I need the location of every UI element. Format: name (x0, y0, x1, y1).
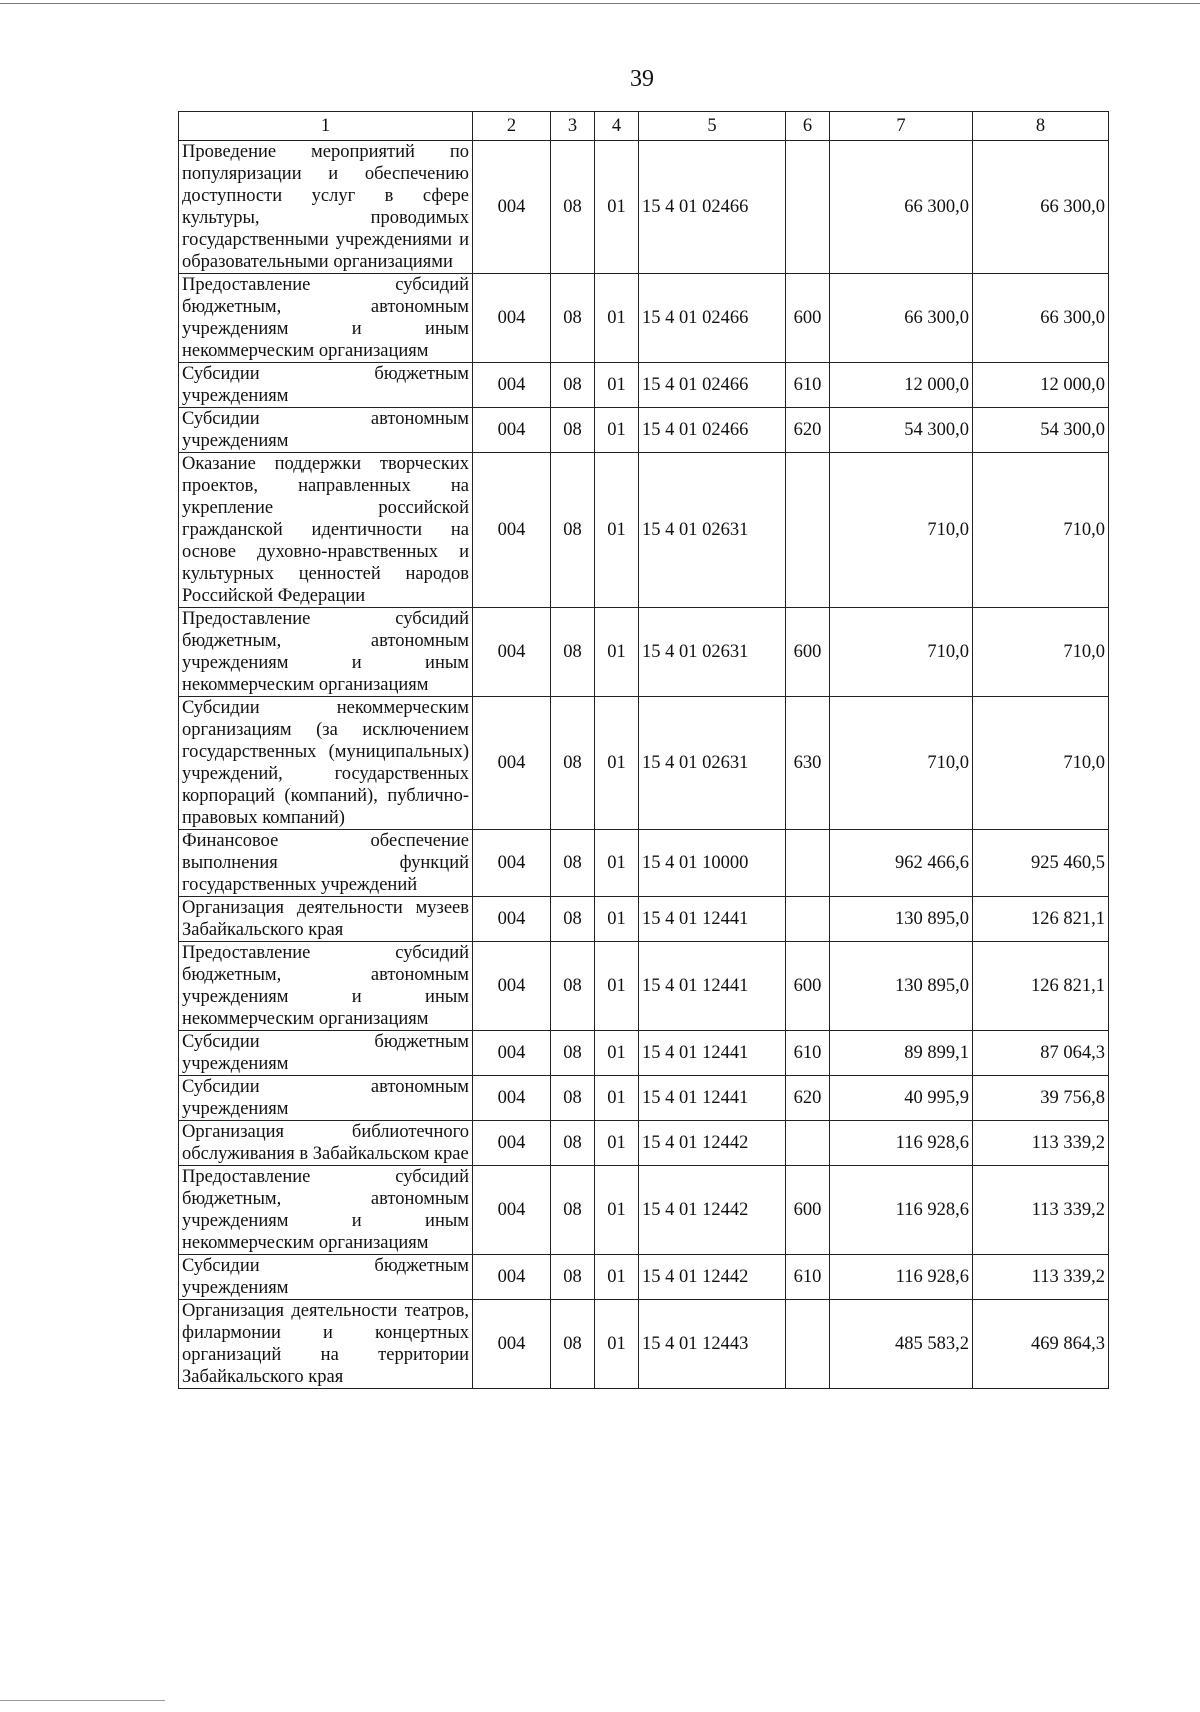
amount-col7: 710,0 (830, 608, 973, 697)
table-row (179, 363, 1109, 408)
amount-col7: 40 995,9 (830, 1076, 973, 1121)
amount-col7: 130 895,0 (830, 942, 973, 1031)
target-article: 15 4 01 02631 (639, 608, 786, 697)
expense-type: 620 (786, 1076, 830, 1121)
amount-col7: 89 899,1 (830, 1031, 973, 1076)
amount-col8: 66 300,0 (973, 274, 1109, 363)
amount-col8: 113 339,2 (973, 1166, 1109, 1255)
table-row (179, 942, 1109, 1031)
row-name: Проведение мероприятий по популяризации и обеспечению доступности услуг в сфере культуры, проводимых государственными учреждениями и образовательными организациями (179, 141, 473, 274)
amount-col8: 925 460,5 (973, 830, 1109, 897)
amount-col8: 113 339,2 (973, 1255, 1109, 1300)
table-row (179, 453, 1109, 608)
subsection-code: 01 (595, 1166, 639, 1255)
subsection-code: 01 (595, 608, 639, 697)
expense-type (786, 141, 830, 274)
row-name: Субсидии бюджетным учреждениям (179, 1255, 473, 1300)
target-article: 15 4 01 12441 (639, 1076, 786, 1121)
section-code: 08 (551, 274, 595, 363)
amount-col7: 66 300,0 (830, 274, 973, 363)
amount-col7: 116 928,6 (830, 1255, 973, 1300)
expense-type: 610 (786, 1255, 830, 1300)
amount-col8: 710,0 (973, 453, 1109, 608)
expense-type: 620 (786, 408, 830, 453)
row-name: Предоставление субсидий бюджетным, автономным учреждениям и иным некоммерческим организациям (179, 1166, 473, 1255)
section-code: 08 (551, 408, 595, 453)
row-name: Организация библиотечного обслуживания в Забайкальском крае (179, 1121, 473, 1166)
target-article: 15 4 01 12441 (639, 942, 786, 1031)
table-header-row (179, 112, 1109, 141)
top-rule (0, 3, 1200, 4)
table-row (179, 1300, 1109, 1389)
section-code: 08 (551, 453, 595, 608)
admin-code: 004 (473, 1076, 551, 1121)
amount-col7: 962 466,6 (830, 830, 973, 897)
amount-col8: 87 064,3 (973, 1031, 1109, 1076)
table-row (179, 1076, 1109, 1121)
section-code: 08 (551, 141, 595, 274)
amount-col7: 12 000,0 (830, 363, 973, 408)
row-name: Оказание поддержки творческих проектов, направленных на укрепление российской гражданской идентичности на основе духовно-нравственных и культурных ценностей народов Российской Федерации (179, 453, 473, 608)
section-code: 08 (551, 608, 595, 697)
table-row (179, 897, 1109, 942)
header-cell: 6 (786, 112, 830, 141)
subsection-code: 01 (595, 453, 639, 608)
header-cell: 7 (830, 112, 973, 141)
target-article: 15 4 01 02631 (639, 697, 786, 830)
header-cell: 8 (973, 112, 1109, 141)
admin-code: 004 (473, 453, 551, 608)
row-name: Субсидии некоммерческим организациям (за исключением государственных (муниципальных) учреждений, государственных корпораций (компаний), публично-правовых компаний) (179, 697, 473, 830)
admin-code: 004 (473, 608, 551, 697)
subsection-code: 01 (595, 697, 639, 830)
amount-col8: 66 300,0 (973, 141, 1109, 274)
expense-type: 610 (786, 1031, 830, 1076)
target-article: 15 4 01 02466 (639, 141, 786, 274)
admin-code: 004 (473, 1255, 551, 1300)
amount-col7: 130 895,0 (830, 897, 973, 942)
expense-type: 600 (786, 1166, 830, 1255)
section-code: 08 (551, 363, 595, 408)
subsection-code: 01 (595, 1255, 639, 1300)
row-name: Организация деятельности театров, филармонии и концертных организаций на территории Забайкальского края (179, 1300, 473, 1389)
admin-code: 004 (473, 274, 551, 363)
subsection-code: 01 (595, 1031, 639, 1076)
row-name: Субсидии бюджетным учреждениям (179, 363, 473, 408)
amount-col8: 126 821,1 (973, 897, 1109, 942)
admin-code: 004 (473, 897, 551, 942)
admin-code: 004 (473, 1031, 551, 1076)
row-name: Предоставление субсидий бюджетным, автономным учреждениям и иным некоммерческим организациям (179, 274, 473, 363)
section-code: 08 (551, 1076, 595, 1121)
expense-type: 630 (786, 697, 830, 830)
row-name: Субсидии автономным учреждениям (179, 1076, 473, 1121)
amount-col8: 113 339,2 (973, 1121, 1109, 1166)
target-article: 15 4 01 02466 (639, 363, 786, 408)
subsection-code: 01 (595, 942, 639, 1031)
section-code: 08 (551, 897, 595, 942)
expense-type: 600 (786, 942, 830, 1031)
amount-col7: 710,0 (830, 453, 973, 608)
table-row (179, 830, 1109, 897)
row-name: Субсидии бюджетным учреждениям (179, 1031, 473, 1076)
bottom-rule (0, 1700, 165, 1701)
row-name: Финансовое обеспечение выполнения функций государственных учреждений (179, 830, 473, 897)
header-cell: 3 (551, 112, 595, 141)
table-row (179, 1166, 1109, 1255)
table-row (179, 141, 1109, 274)
amount-col7: 54 300,0 (830, 408, 973, 453)
subsection-code: 01 (595, 897, 639, 942)
row-name: Предоставление субсидий бюджетным, автономным учреждениям и иным некоммерческим организациям (179, 608, 473, 697)
amount-col8: 12 000,0 (973, 363, 1109, 408)
amount-col7: 710,0 (830, 697, 973, 830)
target-article: 15 4 01 12441 (639, 1031, 786, 1076)
target-article: 15 4 01 12443 (639, 1300, 786, 1389)
row-name: Субсидии автономным учреждениям (179, 408, 473, 453)
expense-type (786, 453, 830, 608)
table-row (179, 1031, 1109, 1076)
expense-type (786, 897, 830, 942)
expense-type: 600 (786, 608, 830, 697)
target-article: 15 4 01 02466 (639, 274, 786, 363)
admin-code: 004 (473, 363, 551, 408)
target-article: 15 4 01 12442 (639, 1166, 786, 1255)
subsection-code: 01 (595, 1076, 639, 1121)
expense-type (786, 1300, 830, 1389)
header-cell: 1 (179, 112, 473, 141)
expense-type: 600 (786, 274, 830, 363)
admin-code: 004 (473, 942, 551, 1031)
section-code: 08 (551, 1255, 595, 1300)
target-article: 15 4 01 02631 (639, 453, 786, 608)
subsection-code: 01 (595, 274, 639, 363)
amount-col8: 54 300,0 (973, 408, 1109, 453)
subsection-code: 01 (595, 830, 639, 897)
admin-code: 004 (473, 1121, 551, 1166)
section-code: 08 (551, 942, 595, 1031)
subsection-code: 01 (595, 408, 639, 453)
budget-table (178, 111, 1109, 1389)
amount-col8: 710,0 (973, 608, 1109, 697)
target-article: 15 4 01 12442 (639, 1121, 786, 1166)
amount-col7: 116 928,6 (830, 1166, 973, 1255)
target-article: 15 4 01 02466 (639, 408, 786, 453)
table-row (179, 1255, 1109, 1300)
section-code: 08 (551, 697, 595, 830)
table-row (179, 274, 1109, 363)
section-code: 08 (551, 1121, 595, 1166)
page-number: 39 (630, 66, 654, 92)
admin-code: 004 (473, 697, 551, 830)
header-cell: 4 (595, 112, 639, 141)
target-article: 15 4 01 12441 (639, 897, 786, 942)
section-code: 08 (551, 1031, 595, 1076)
table-row (179, 408, 1109, 453)
table-row (179, 1121, 1109, 1166)
row-name: Организация деятельности музеев Забайкальского края (179, 897, 473, 942)
subsection-code: 01 (595, 363, 639, 408)
admin-code: 004 (473, 1166, 551, 1255)
expense-type: 610 (786, 363, 830, 408)
target-article: 15 4 01 10000 (639, 830, 786, 897)
expense-type (786, 1121, 830, 1166)
amount-col8: 710,0 (973, 697, 1109, 830)
subsection-code: 01 (595, 1121, 639, 1166)
admin-code: 004 (473, 830, 551, 897)
subsection-code: 01 (595, 1300, 639, 1389)
header-cell: 2 (473, 112, 551, 141)
amount-col7: 116 928,6 (830, 1121, 973, 1166)
admin-code: 004 (473, 1300, 551, 1389)
row-name: Предоставление субсидий бюджетным, автономным учреждениям и иным некоммерческим организациям (179, 942, 473, 1031)
subsection-code: 01 (595, 141, 639, 274)
table-row (179, 697, 1109, 830)
section-code: 08 (551, 830, 595, 897)
admin-code: 004 (473, 141, 551, 274)
amount-col7: 66 300,0 (830, 141, 973, 274)
table-row (179, 608, 1109, 697)
amount-col8: 469 864,3 (973, 1300, 1109, 1389)
amount-col7: 485 583,2 (830, 1300, 973, 1389)
section-code: 08 (551, 1300, 595, 1389)
target-article: 15 4 01 12442 (639, 1255, 786, 1300)
header-cell: 5 (639, 112, 786, 141)
amount-col8: 126 821,1 (973, 942, 1109, 1031)
admin-code: 004 (473, 408, 551, 453)
section-code: 08 (551, 1166, 595, 1255)
expense-type (786, 830, 830, 897)
amount-col8: 39 756,8 (973, 1076, 1109, 1121)
